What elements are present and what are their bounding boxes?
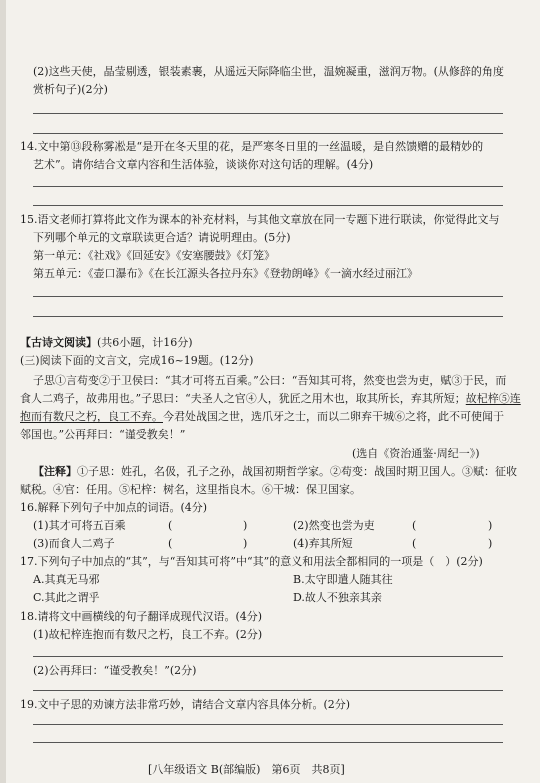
classical-intro: (三)阅读下面的文言文，完成16~19题。(12分) — [20, 354, 254, 367]
answer-line[interactable] — [33, 656, 503, 657]
q15-unit1: 第一单元：《社戏》《回延安》《安塞腰鼓》《灯笼》 — [33, 249, 275, 262]
passage-source: (选自《资治通鉴·周纪一》) — [352, 447, 480, 460]
q18-sentence-1: (1)故杞梓连抱而有数尺之朽，良工不弃。(2分) — [33, 628, 263, 641]
passage-line-3-text: 今君处战国之世，选爪牙之士，而以二卵弃干城⑥之将，此不可使闻于 — [163, 410, 504, 423]
q19-title: 19.文中子思的劝谏方法非常巧妙，请结合文章内容具体分析。(2分) — [20, 698, 351, 711]
passage-line-2-text: 食人二鸡子，故弗用也。”子思曰：“夫圣人之官④人，犹匠之用木也，取其所长，弃其所短； — [20, 392, 466, 405]
answer-line[interactable] — [33, 690, 503, 691]
q14-line2: 艺术”。请你结合文章内容和生活体验，谈谈你对这句话的理解。(4分) — [33, 158, 374, 171]
q14-line1: 14.文中第⑬段称雾凇是“是开在冬天里的花，是严寒冬日里的一丝温暖，是自然馈赠的最精妙的 — [20, 140, 484, 153]
answer-line[interactable] — [33, 296, 503, 297]
answer-line[interactable] — [33, 742, 503, 743]
q13-sub2-line1: (2)这些天使，晶莹剔透，银装素裹，从遥远天际降临尘世，温婉凝重，滋润万物。(从修辞的角度 — [33, 65, 504, 78]
q16-item-3: (3)而食人二鸡子 — [33, 537, 115, 550]
notes-text-1: ①子思：姓孔，名伋，孔子之孙，战国初期哲学家。②苟变：战国时期卫国人。③赋：征收 — [77, 465, 517, 478]
q16-item-4: (4)弃其所短 — [293, 537, 353, 550]
answer-line[interactable] — [33, 316, 503, 317]
notes-line-1 — [33, 465, 517, 478]
passage-underlined-start: 故杞梓⑤连 — [465, 392, 521, 405]
page-footer: [八年级语文 B(部编版) 第6页 共8页] — [148, 763, 345, 776]
q17-option-d: D.故人不独亲其亲 — [293, 591, 382, 604]
passage-line-3 — [20, 410, 504, 423]
q17-option-a: A.其真无马邪 — [33, 573, 100, 586]
passage-line-4: 邻国也。”公再拜曰：“谨受教矣！” — [20, 428, 186, 441]
answer-line[interactable] — [33, 186, 503, 187]
answer-line[interactable] — [33, 113, 503, 114]
q17-option-b: B.太守即遣人随其往 — [293, 573, 393, 586]
q16-item-2-open: ( — [412, 519, 417, 532]
section-header-bracket: 【古诗文阅读】 — [20, 336, 97, 349]
q16-item-4-close: ) — [488, 537, 493, 550]
answer-line[interactable] — [33, 133, 503, 134]
q17-title: 17.下列句子中加点的“其”，与“吾知其可将”中“其”的意义和用法全都相同的一项是（ ）(2分) — [20, 555, 483, 568]
q15-line1: 15.语文老师打算将此文作为课本的补充材料，与其他文章放在同一专题下进行联读，你觉得此文与 — [20, 213, 500, 226]
q16-item-2-close: ) — [488, 519, 493, 532]
passage-line-2 — [20, 392, 521, 405]
answer-line[interactable] — [33, 724, 503, 725]
q16-item-2: (2)然变也尝为吏 — [293, 519, 375, 532]
section-header-rest: (共6小题，计16分) — [97, 336, 193, 349]
q16-item-3-open: ( — [168, 537, 173, 550]
q15-unit5: 第五单元：《壶口瀑布》《在长江源头各拉丹东》《登勃朗峰》《一滴水经过丽江》 — [33, 267, 418, 280]
passage-underlined-end: 抱而有数尺之朽，良工不弃。 — [20, 410, 163, 423]
answer-line[interactable] — [33, 205, 503, 206]
q16-title: 16.解释下列句子中加点的词语。(4分) — [20, 501, 208, 514]
q13-sub2-line2: 赏析句子)(2分) — [33, 83, 108, 96]
q18-title: 18.请将文中画横线的句子翻译成现代汉语。(4分) — [20, 610, 263, 623]
notes-label: 【注释】 — [33, 465, 77, 478]
q16-item-3-close: ) — [243, 537, 248, 550]
q16-item-1-open: ( — [168, 519, 173, 532]
q15-line2: 下列哪个单元的文章联读更合适？请说明理由。(5分) — [33, 231, 291, 244]
section-header — [20, 336, 193, 349]
q18-sentence-2: (2)公再拜曰：“谨受教矣！”(2分) — [33, 664, 197, 677]
q16-item-4-open: ( — [412, 537, 417, 550]
q17-option-c: C.其此之谓乎 — [33, 591, 100, 604]
q16-item-1: (1)其才可将五百乘 — [33, 519, 126, 532]
passage-line-1: 子思①言苟变②于卫侯曰：“其才可将五百乘。”公曰：“吾知其可将，然变也尝为吏，赋③于民，而 — [33, 374, 507, 387]
page-edge-shadow — [0, 0, 6, 783]
q16-item-1-close: ) — [243, 519, 248, 532]
notes-line-2: 赋税。④官：任用。⑤杞梓：树名，这里指良木。⑥干城：保卫国家。 — [20, 483, 361, 496]
